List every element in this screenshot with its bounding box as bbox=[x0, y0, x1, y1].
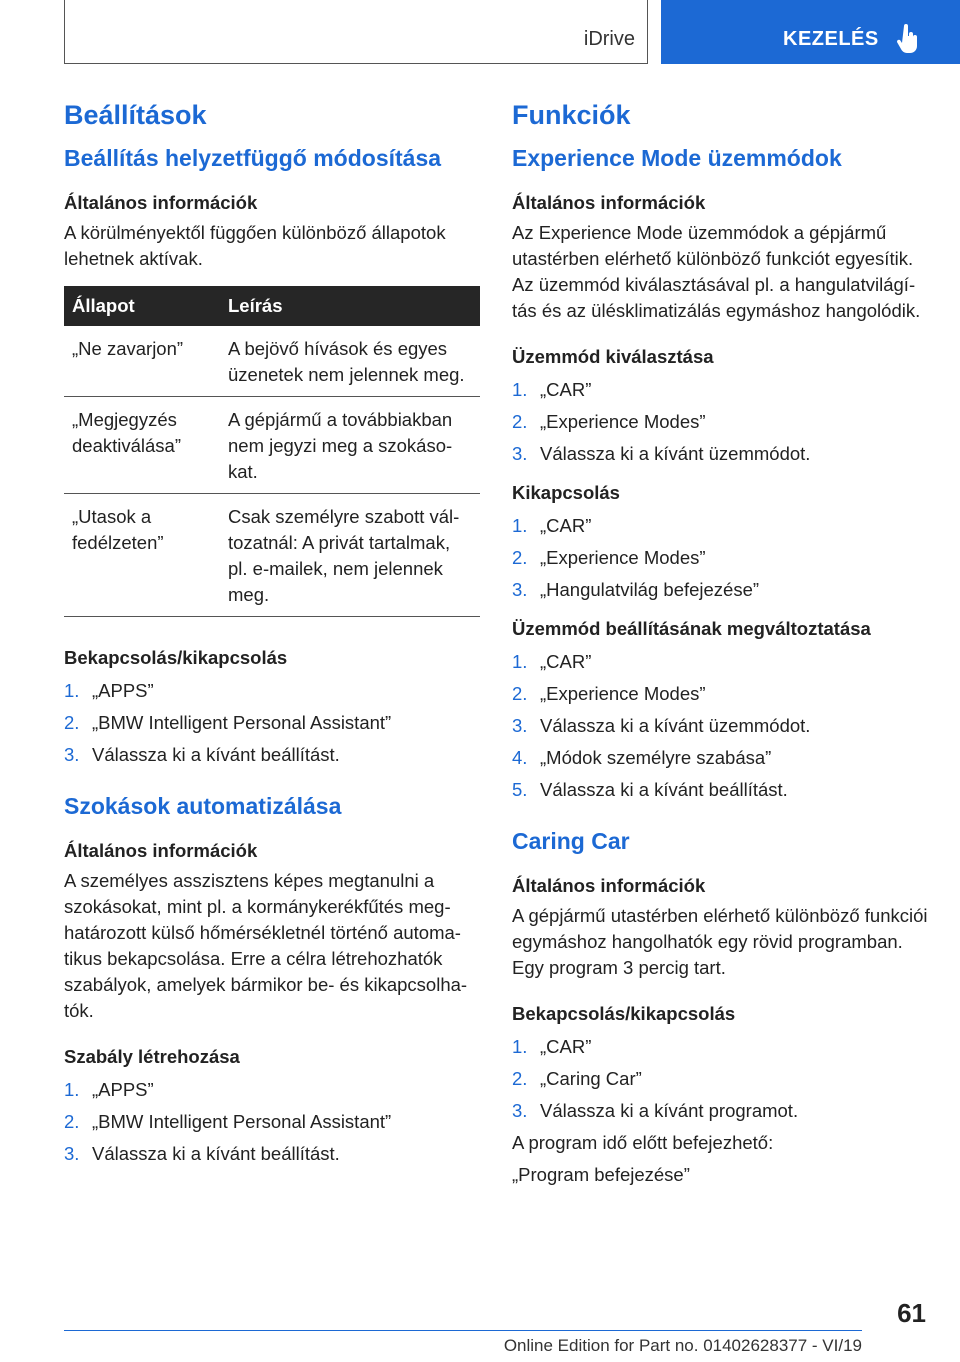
list-item: 1. „CAR” bbox=[512, 379, 592, 400]
list-item: 2. „Experience Modes” bbox=[512, 411, 706, 432]
table-cell-state: „Megjegyzés deaktiválása” bbox=[64, 397, 220, 494]
header-tab bbox=[661, 0, 960, 64]
note-early-end: A program idő előtt befejezhető: bbox=[512, 1132, 774, 1153]
heading-create-rule: Szabály létrehozása bbox=[64, 1046, 240, 1067]
table-cell-description: A gépjármű a továbbiakban nem jegyzi meg a szokásokat. bbox=[220, 397, 480, 494]
table-cell-description: Csak személyre szabott változatnál: A privát tartalmak, pl. e-mailek, nem jelennek meg. bbox=[220, 494, 480, 617]
steps-list-select-mode bbox=[512, 374, 932, 470]
heading-general-info: Általános információk bbox=[512, 875, 706, 896]
list-item: 2. „BMW Intelligent Personal Assistant” bbox=[64, 1111, 392, 1132]
paragraph-general-info: A körülményektől függően különböző állapotok lehetnek aktívak. bbox=[64, 222, 446, 269]
page-number: 61 bbox=[897, 1298, 926, 1328]
states-table bbox=[64, 286, 480, 617]
steps-list-switch-off bbox=[512, 510, 932, 606]
list-item: 3. „Hangulatvilág befejezése” bbox=[512, 579, 760, 600]
heading-general-info: Általános információk bbox=[512, 192, 706, 213]
paragraph-experience-mode: Az Experience Mode üzemmódok a gépjármű utastérben elérhető különböző funkciót egyesítik. Az üzemmód kiválasztásával pl. a hangulatvilágítás és az ülésklimatizálás egymáshoz hangolódik. bbox=[512, 222, 921, 321]
heading-switch-off: Kikapcsolás bbox=[512, 482, 620, 503]
list-item: 2. „BMW Intelligent Personal Assistant” bbox=[64, 712, 392, 733]
subsection-title-caring-car: Caring Car bbox=[512, 828, 630, 854]
heading-select-mode: Üzemmód kiválasztása bbox=[512, 346, 714, 367]
heading-general-info: Általános információk bbox=[64, 840, 258, 861]
steps-list-on-off bbox=[64, 675, 480, 771]
subsection-title-habits: Szokások automatizálása bbox=[64, 793, 342, 819]
list-item: 5. Válassza ki a kívánt beállítást. bbox=[512, 779, 788, 800]
steps-list-change-mode bbox=[512, 646, 932, 806]
header-section-box bbox=[64, 0, 648, 64]
section-title-settings: Beállítások bbox=[64, 100, 207, 130]
table-cell-description: A bejövő hívások és egyes üzenetek nem jelennek meg. bbox=[220, 326, 480, 397]
list-item: 2. „Experience Modes” bbox=[512, 683, 706, 704]
heading-general-info: Általános információk bbox=[64, 192, 258, 213]
footer-divider bbox=[64, 1330, 862, 1331]
paragraph-caring-car: A gépjármű utastérben elérhető különböző funkciói egymáshoz hangolhatók egy rövid programban. Egy program 3 percig tart. bbox=[512, 905, 928, 978]
table-row bbox=[64, 326, 480, 397]
table-cell-state: „Utasok a fedélzeten” bbox=[64, 494, 220, 617]
list-item: 1. „CAR” bbox=[512, 515, 592, 536]
list-item: 3. Válassza ki a kívánt programot. bbox=[512, 1100, 799, 1121]
footer-edition: Online Edition for Part no. 01402628377 - VI/19 bbox=[503, 1336, 862, 1355]
table-header-state: Állapot bbox=[64, 286, 220, 326]
section-title-functions: Funkciók bbox=[512, 100, 631, 130]
left-column bbox=[64, 100, 480, 1170]
list-item: 1. „APPS” bbox=[64, 680, 154, 701]
list-item: 3. Válassza ki a kívánt beállítást. bbox=[64, 744, 340, 765]
list-item: 3. Válassza ki a kívánt üzemmódot. bbox=[512, 715, 811, 736]
list-item: 1. „CAR” bbox=[512, 1036, 592, 1057]
right-column bbox=[512, 100, 932, 1191]
note-end-program: „Program befejezése” bbox=[512, 1164, 690, 1185]
table-header-description: Leírás bbox=[220, 286, 480, 326]
subsection-title-experience-mode: Experience Mode üzemmódok bbox=[512, 145, 842, 171]
list-item: 2. „Caring Car” bbox=[512, 1068, 642, 1089]
heading-change-mode-settings: Üzemmód beállításának megváltoztatása bbox=[512, 618, 871, 639]
table-cell-state: „Ne zavarjon” bbox=[64, 326, 220, 397]
heading-caring-on-off: Bekapcsolás/kikapcsolás bbox=[512, 1003, 736, 1024]
header-tab-label: KEZELÉS bbox=[783, 28, 879, 50]
steps-list-caring-on-off bbox=[512, 1031, 932, 1127]
table-row bbox=[64, 494, 480, 617]
list-item: 1. „CAR” bbox=[512, 651, 592, 672]
steps-list-create-rule bbox=[64, 1074, 480, 1170]
table-row bbox=[64, 397, 480, 494]
pointing-hand-icon bbox=[895, 24, 921, 54]
list-item: 3. Válassza ki a kívánt beállítást. bbox=[64, 1143, 340, 1164]
list-item: 3. Válassza ki a kívánt üzemmódot. bbox=[512, 443, 811, 464]
header-section-title: iDrive bbox=[583, 28, 635, 50]
list-item: 4. „Módok személyre szabása” bbox=[512, 747, 772, 768]
list-item: 2. „Experience Modes” bbox=[512, 547, 706, 568]
subsection-title-context: Beállítás helyzetfüggő módosítása bbox=[64, 145, 442, 171]
paragraph-habits: A személyes asszisztens képes megtanulni a szokásokat, mint pl. a kormánykerékfűtés meghatározott külső hőmérsékletnél történő automatikus bekapcsolása. Erre a célra létrehozhatók szabályok, amelyek bármikor be- és kikapcsolhatók. bbox=[64, 870, 468, 1021]
list-item: 1. „APPS” bbox=[64, 1079, 154, 1100]
heading-on-off: Bekapcsolás/kikapcsolás bbox=[64, 647, 288, 668]
